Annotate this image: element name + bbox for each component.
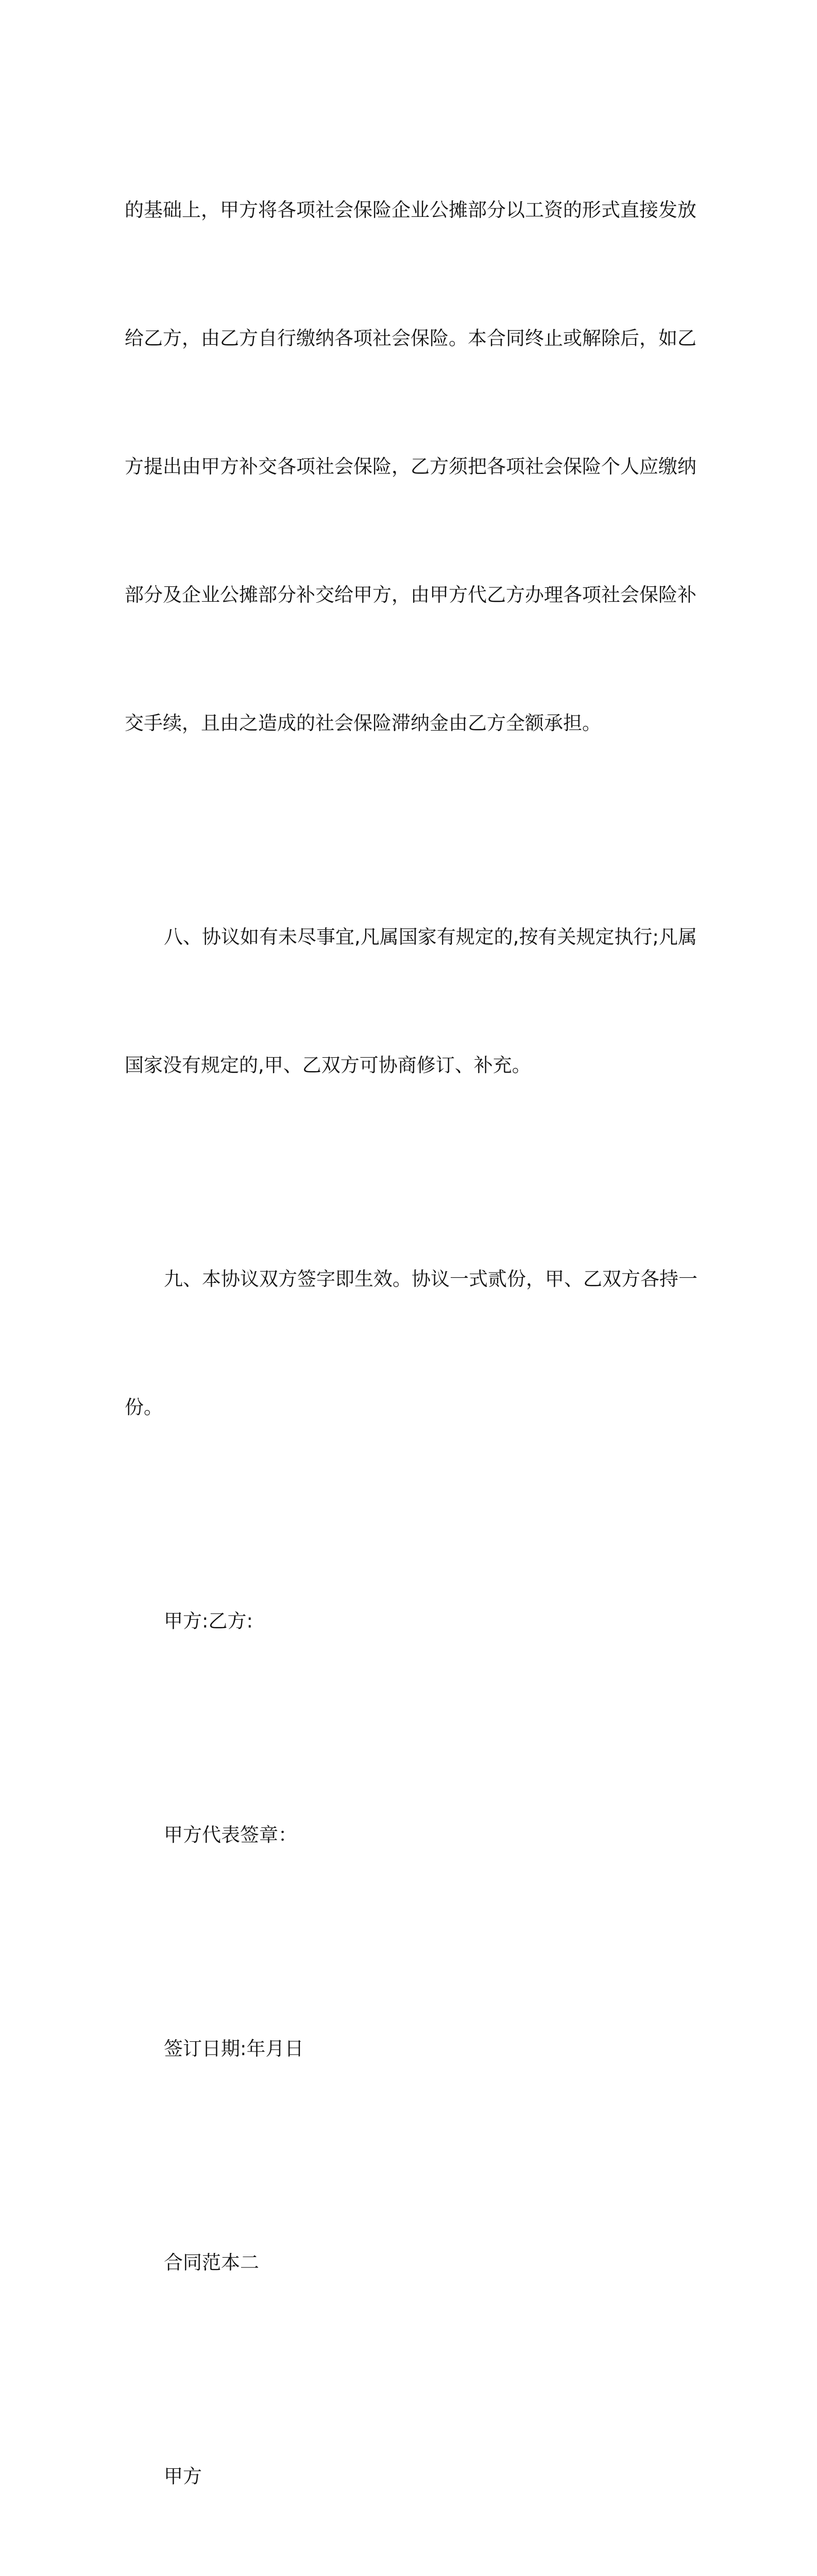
text-line: 份。: [125, 1396, 163, 1418]
text-line: 八、协议如有未尽事宜,凡属国家有规定的,按有关规定执行;凡属: [164, 926, 697, 948]
paragraph-article-8: [125, 830, 702, 1172]
text-line: 部分及企业公摊部分补交给甲方，由甲方代乙方办理各项社会保险补: [125, 584, 696, 606]
text-line: 国家没有规定的,甲、乙双方可协商修订、补充。: [125, 1054, 531, 1076]
text-line: 甲方:乙方:: [164, 1610, 253, 1632]
document-body: [125, 103, 702, 2576]
contract-template-heading: [125, 2156, 702, 2369]
text-line: 甲方: [164, 2465, 202, 2487]
text-line: 九、本协议双方签字即生效。协议一式贰份，甲、乙双方各持一: [164, 1268, 697, 1290]
text-line: 签订日期:年月日: [164, 2038, 304, 2060]
party-signature-line: [125, 1514, 702, 1728]
text-line: 交手续，且由之造成的社会保险滞纳金由乙方全额承担。: [125, 712, 601, 734]
signing-date-line: [125, 1942, 702, 2156]
paragraph-article-9: [125, 1172, 702, 1514]
representative-seal-line: [125, 1728, 702, 1942]
text-line: 给乙方，由乙方自行缴纳各项社会保险。本合同终止或解除后，如乙: [125, 327, 696, 349]
text-line: 甲方代表签章：: [164, 1824, 297, 1846]
text-line: 方提出由甲方补交各项社会保险，乙方须把各项社会保险个人应缴纳: [125, 455, 696, 478]
paragraph-social-insurance: [125, 103, 702, 830]
text-line: 合同范本二: [164, 2251, 259, 2274]
party-a-field: [125, 2369, 702, 2576]
text-line: 的基础上，甲方将各项社会保险企业公摊部分以工资的形式直接发放: [125, 199, 696, 221]
